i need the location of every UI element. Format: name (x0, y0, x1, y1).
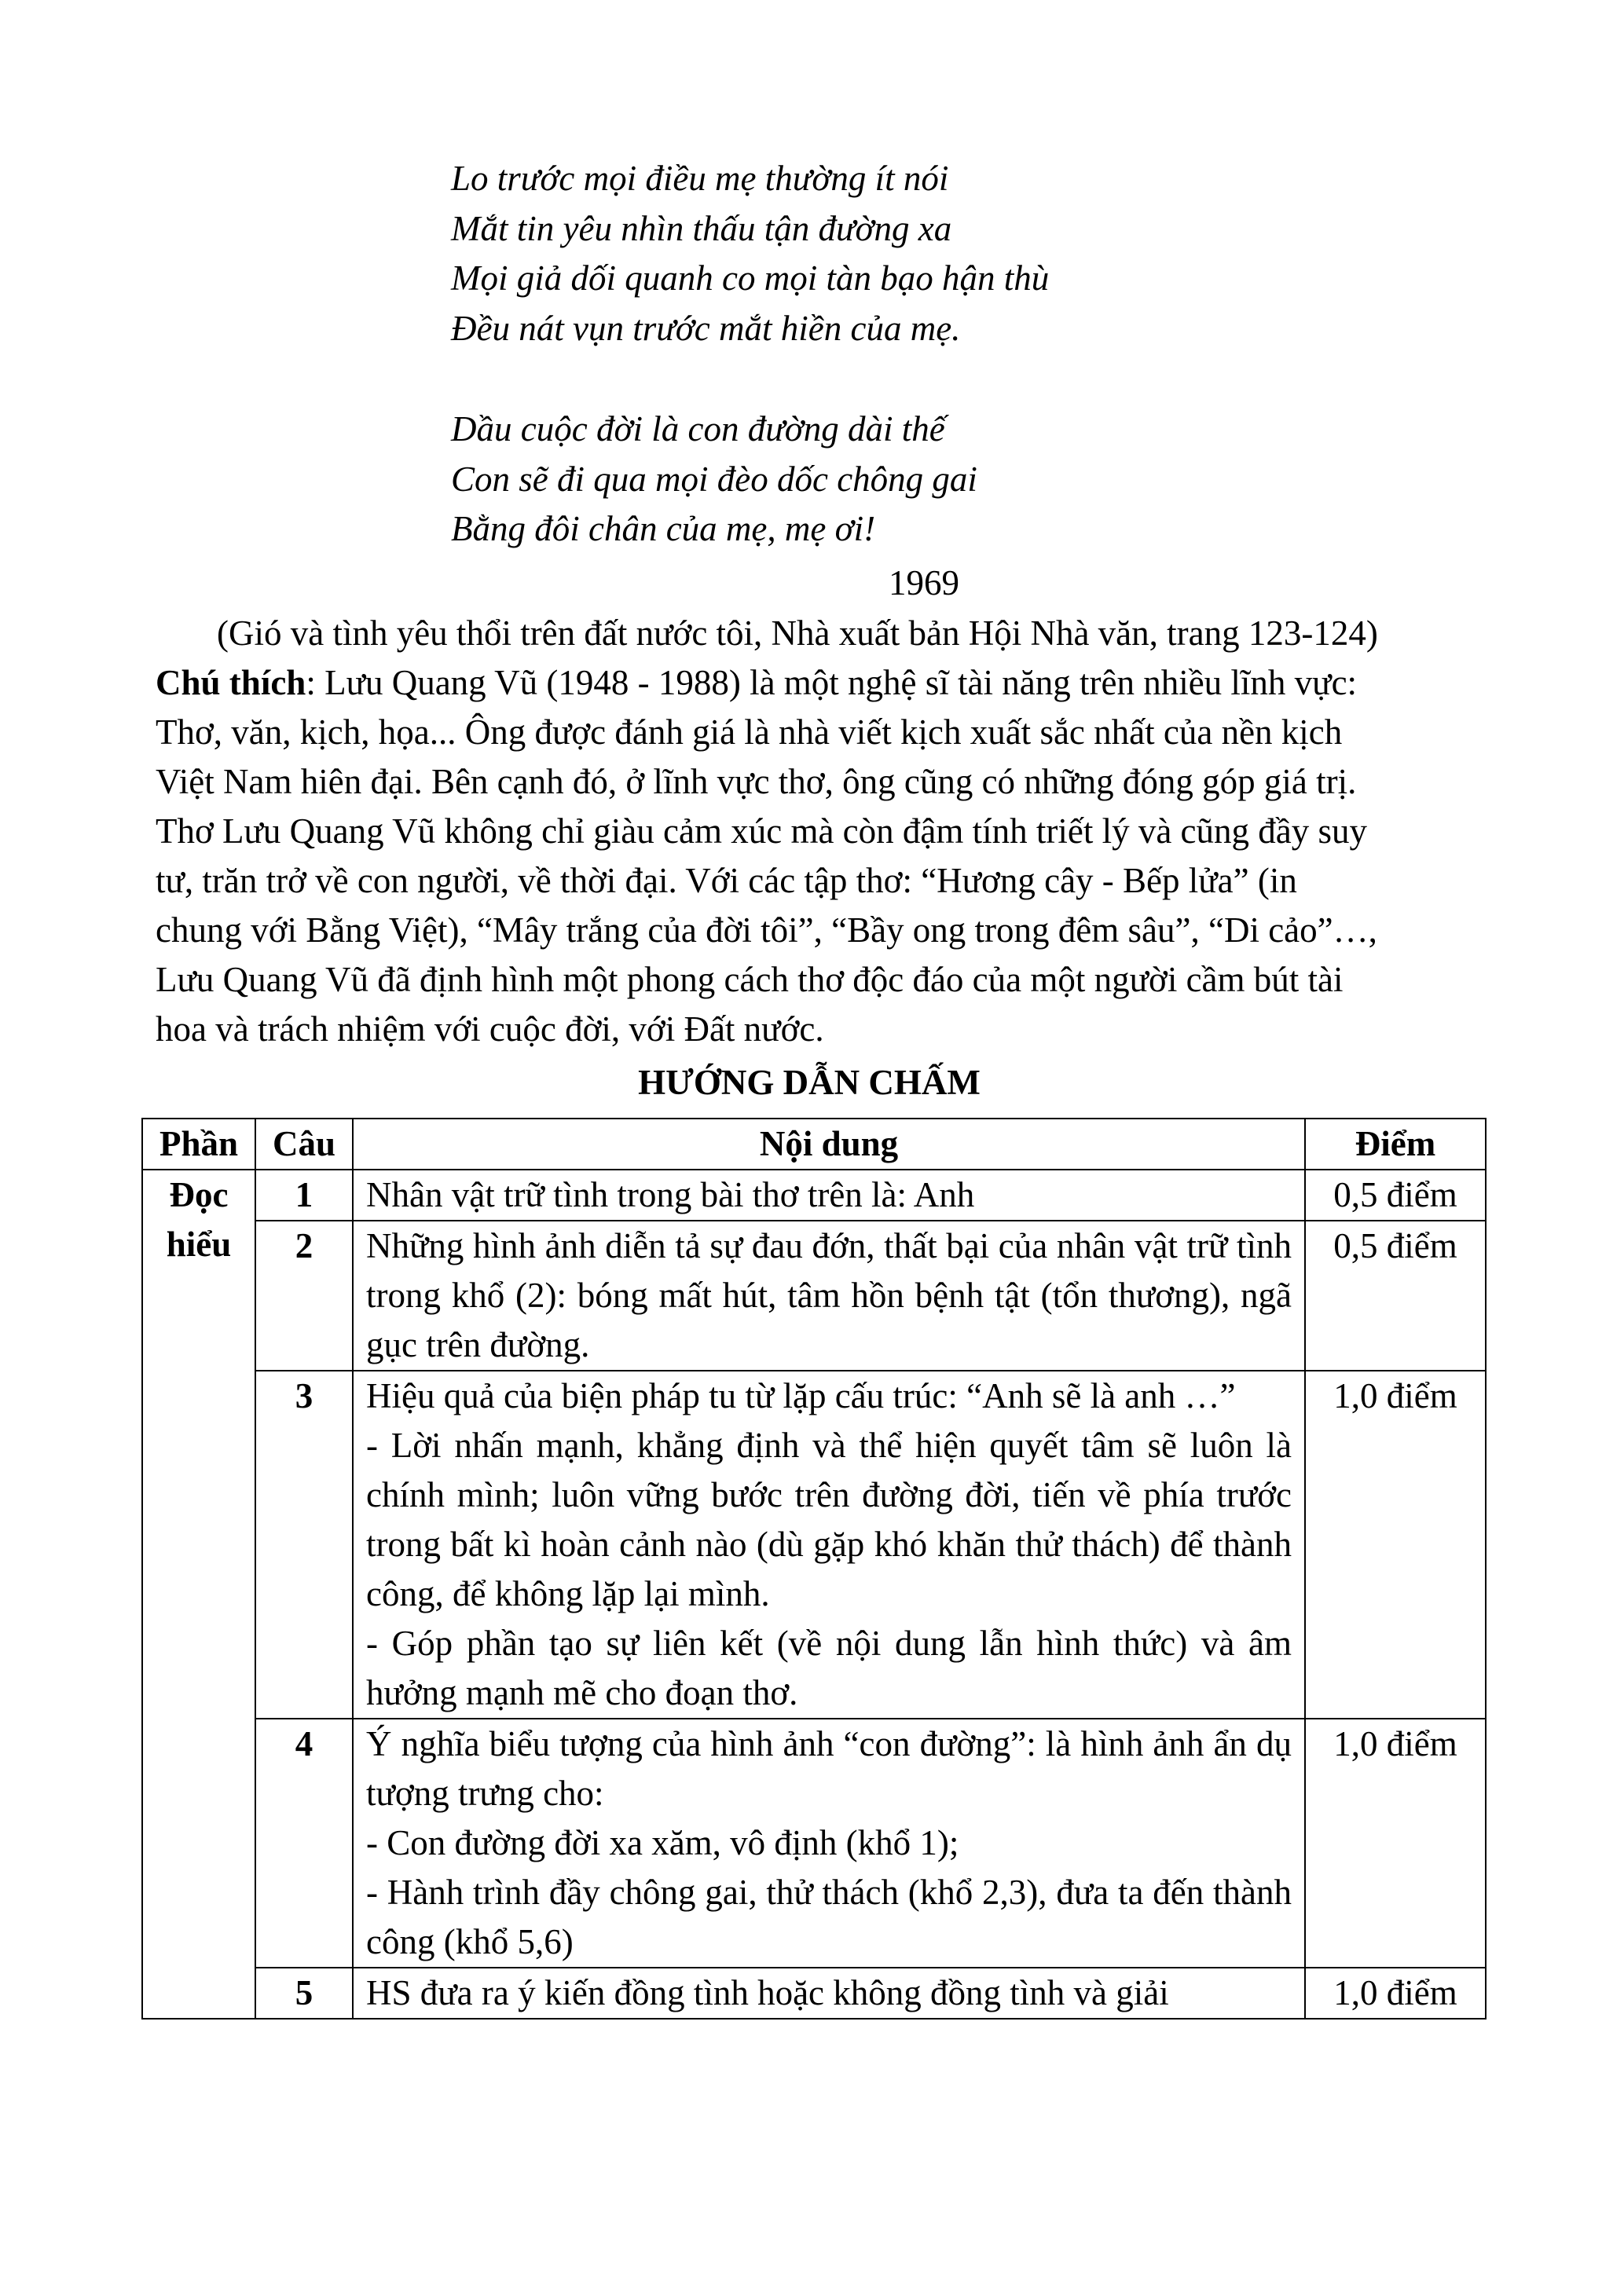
header-question: Câu (255, 1119, 353, 1170)
score-value: 1,0 điểm (1305, 1371, 1486, 1719)
header-score: Điểm (1305, 1119, 1486, 1170)
answer-content: Ý nghĩa biểu tượng của hình ảnh “con đường”: là hình ảnh ẩn dụ tượng trưng cho: - Con đường đời xa xăm, vô định (khổ 1); - Hành trình đầy chông gai, thử thách (khổ 2,3), đưa ta đến thành công (khổ 5,6) (353, 1719, 1305, 1968)
answer-content: Nhân vật trữ tình trong bài thơ trên là: Anh (353, 1170, 1305, 1221)
grading-heading: HƯỚNG DẪN CHẤM (638, 1063, 981, 1102)
score-value: 0,5 điểm (1305, 1170, 1486, 1221)
answer-content: Hiệu quả của biện pháp tu từ lặp cấu trúc: “Anh sẽ là anh …” - Lời nhấn mạnh, khẳng định và thể hiện quyết tâm sẽ luôn là chính mình; luôn vững bước trên đường đời, tiến về phía trước trong bất kì hoàn cảnh nào (dù gặp khó khăn thử thách) để thành công, để không lặp lại mình. - Góp phần tạo sự liên kết (về nội dung lẫn hình thức) và âm hưởng mạnh mẽ cho đoạn thơ. (353, 1371, 1305, 1719)
poem-stanza-1 (451, 154, 1049, 353)
header-content: Nội dung (353, 1119, 1305, 1170)
note-label: Chú thích (156, 663, 306, 702)
note-line: Thơ, văn, kịch, họa... Ông được đánh giá là nhà viết kịch xuất sắc nhất của nền kịch (156, 712, 1343, 752)
table-row (142, 1371, 1486, 1719)
poem-line: Lo trước mọi điều mẹ thường ít nói (451, 159, 949, 198)
poem-line: Dầu cuộc đời là con đường dài thế (451, 409, 945, 449)
poem-line: Con sẽ đi qua mọi đèo dốc chông gai (451, 459, 977, 499)
poem-line: Mọi giả dối quanh co mọi tàn bạo hận thù (451, 258, 1050, 298)
answer-content: HS đưa ra ý kiến đồng tình hoặc không đồng tình và giải (353, 1968, 1305, 2019)
note-line: chung với Bằng Việt), “Mây trắng của đời tôi”, “Bầy ong trong đêm sâu”, “Di cảo”…, (156, 910, 1377, 950)
table-row (142, 1170, 1486, 1221)
header-part: Phần (142, 1119, 255, 1170)
note-first-line (156, 658, 1469, 708)
poem-line: Đều nát vụn trước mắt hiền của mẹ. (451, 308, 961, 348)
grading-table (141, 1118, 1487, 2020)
question-number: 3 (255, 1371, 353, 1719)
score-value: 1,0 điểm (1305, 1968, 1486, 2019)
note-line: hoa và trách nhiệm với cuộc đời, với Đất nước. (156, 1009, 824, 1049)
part-label: Đọc hiểu (142, 1170, 255, 2019)
note-line: Thơ Lưu Quang Vũ không chỉ giàu cảm xúc mà còn đậm tính triết lý và cũng đầy suy (156, 811, 1368, 851)
poem-line: Bằng đôi chân của mẹ, mẹ ơi! (451, 509, 876, 548)
poem-stanza-2 (451, 405, 977, 555)
table-row (142, 1719, 1486, 1968)
poem-year: 1969 (889, 563, 959, 602)
note-line: tư, trăn trở về con người, về thời đại. Với các tập thơ: “Hương cây - Bếp lửa” (in (156, 861, 1297, 900)
table-header-row (142, 1119, 1486, 1170)
poem-line: Mắt tin yêu nhìn thấu tận đường xa (451, 208, 952, 248)
table-row (142, 1221, 1486, 1371)
table-row (142, 1968, 1486, 2019)
question-number: 4 (255, 1719, 353, 1968)
poem-source: (Gió và tình yêu thổi trên đất nước tôi, Nhà xuất bản Hội Nhà văn, trang 123-124) (217, 613, 1378, 653)
note-line: Việt Nam hiên đại. Bên cạnh đó, ở lĩnh vực thơ, ông cũng có những đóng góp giá trị. (156, 762, 1357, 801)
question-number: 1 (255, 1170, 353, 1221)
note-text: : Lưu Quang Vũ (1948 - 1988) là một nghệ sĩ tài năng trên nhiều lĩnh vực: (306, 663, 1358, 702)
question-number: 5 (255, 1968, 353, 2019)
score-value: 0,5 điểm (1305, 1221, 1486, 1371)
answer-content: Những hình ảnh diễn tả sự đau đớn, thất bại của nhân vật trữ tình trong khổ (2): bóng mất hút, tâm hồn bệnh tật (tổn thương), ngã gục trên đường. (353, 1221, 1305, 1371)
question-number: 2 (255, 1221, 353, 1371)
score-value: 1,0 điểm (1305, 1719, 1486, 1968)
note-line: Lưu Quang Vũ đã định hình một phong cách thơ độc đáo của một người cầm bút tài (156, 960, 1344, 999)
